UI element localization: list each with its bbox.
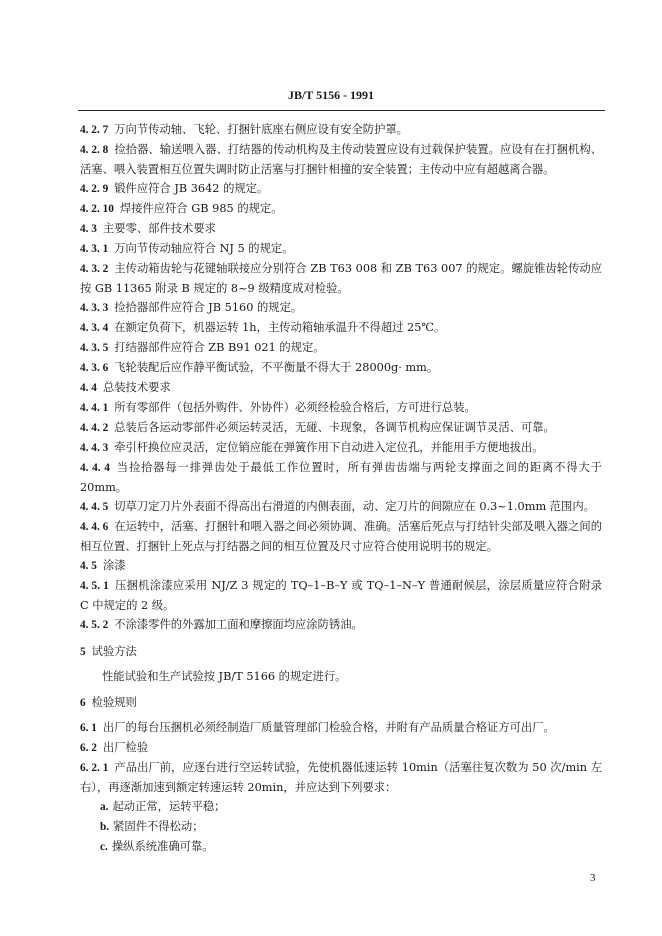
clause-text: 当捡拾器每一排弹齿处于最低工作位置时，所有弹齿齿端与两轮支撑面之间的距离不得大于 20mm。: [80, 461, 602, 494]
clause-number: 4. 2. 7: [80, 124, 109, 136]
clause-number: 4. 4: [80, 382, 97, 394]
clause-text: 出厂检验: [102, 741, 149, 754]
clause-text: 焊接件应符合 GB 985 的规定。: [119, 202, 283, 215]
clause-text: 捡拾器、输送喂入器、打结器的传动机构及主传动装置应设有过载保护装置。应设有在打捆机构、活塞、喂入装置相互位置失调时防止活塞与打捆针相撞的安全装置；主传动中应有超越离合器。: [80, 143, 602, 176]
clause-text: 主要零、部件技术要求: [102, 222, 216, 235]
clause-text: 主传动箱齿轮与花键轴联接应分别符合 ZB T63 008 和 ZB T63 007 的规定。螺旋锥齿轮传动应按 GB 11365 附录 B 规定的 8~9 级精度成对检验。: [80, 262, 602, 295]
list-item-label: a.: [100, 801, 109, 813]
clause: [80, 497, 602, 517]
clause-text: 打结器部件应符合 ZB B91 021 的规定。: [114, 341, 325, 354]
header-rule: [78, 110, 605, 111]
clause-number: 4. 4. 1: [80, 402, 109, 414]
clause-number: 6. 2: [80, 742, 97, 754]
section-title: 试验方法: [91, 645, 137, 658]
clause-number: 6. 2. 1: [80, 762, 109, 774]
clause-number: 4. 5. 1: [80, 580, 109, 592]
clause: [80, 517, 602, 556]
clause: [80, 458, 602, 497]
list-item-text: 起动正常，运转平稳；: [112, 800, 226, 813]
clause-text: 出厂的每台压捆机必须经制造厂质量管理部门检验合格，并附有产品质量合格证方可出厂。: [102, 721, 555, 734]
clause-number: 4. 4. 6: [80, 521, 109, 533]
clause-text: 总装技术要求: [102, 381, 171, 394]
list-item-text: 紧固件不得松动；: [113, 820, 204, 833]
list-item: [80, 817, 602, 837]
section-heading: [80, 693, 602, 713]
clause: [80, 259, 602, 298]
document-body: [80, 120, 602, 857]
clause: [80, 718, 602, 738]
clause-text: 捡拾器部件应符合 JB 5160 的规定。: [114, 301, 303, 314]
clause-text: 在额定负荷下，机器运转 1h，主传动箱轴承温升不得超过 25℃。: [114, 321, 446, 334]
clause-number: 4. 3. 5: [80, 342, 109, 354]
section-title: 检验规则: [91, 696, 137, 709]
clause-text: 压捆机涂漆应采用 NJ/Z 3 规定的 TQ–1–B–Y 或 TQ–1–N–Y 普通耐候层，涂层质量应符合附录 C 中规定的 2 级。: [80, 579, 602, 612]
clause-text: 产品出厂前，应逐台进行空运转试验，先使机器低速运转 10min（活塞往复次数为 50 次/min 左右），再逐渐加速到额定转速运转 20min，并应达到下列要求：: [80, 761, 602, 794]
clause: [80, 120, 602, 140]
clause-number: 4. 4. 3: [80, 442, 109, 454]
section-heading: [80, 642, 602, 662]
document-header: JB/T 5156 - 1991: [287, 88, 375, 102]
clause: [80, 338, 602, 358]
subsection-heading: [80, 556, 602, 576]
clause-number: 4. 5. 2: [80, 619, 109, 631]
clause: [80, 576, 602, 615]
clause: [80, 239, 602, 259]
clause-number: 4. 4. 2: [80, 422, 109, 434]
clause-text: 切草刀定刀片外表面不得高出右滑道的内侧表面，动、定刀片的间隙应在 0.3~1.0mm 范围内。: [114, 500, 595, 513]
clause-number: 4. 3. 2: [80, 263, 109, 275]
list-item: [80, 797, 602, 817]
subsection-heading: [80, 378, 602, 398]
clause-number: 4. 3. 6: [80, 362, 109, 374]
list-item-label: b.: [100, 821, 110, 833]
clause-number: 4. 5: [80, 560, 97, 572]
clause-text: 锻件应符合 JB 3642 的规定。: [114, 182, 269, 195]
clause-text: 万向节传动轴应符合 NJ 5 的规定。: [114, 242, 294, 255]
clause: [80, 358, 602, 378]
clause-number: 4. 3. 4: [80, 322, 109, 334]
subsection-heading: [80, 219, 602, 239]
clause: [80, 199, 602, 219]
clause-number: 4. 3: [80, 223, 97, 235]
clause: [80, 418, 602, 438]
subsection-heading: [80, 738, 602, 758]
clause-text: 不涂漆零件的外露加工面和摩擦面均应涂防锈油。: [114, 618, 363, 631]
body-paragraph: [80, 667, 602, 686]
paragraph-text: 性能试验和生产试验按 JB/T 5166 的规定进行。: [102, 670, 347, 683]
clause: [80, 438, 602, 458]
clause-number: 4. 2. 8: [80, 144, 109, 156]
clause-text: 飞轮装配后应作静平衡试验，不平衡量不得大于 28000g· mm。: [114, 361, 439, 374]
clause: [80, 298, 602, 318]
clause-number: 4. 4. 5: [80, 501, 109, 513]
clause-number: 6. 1: [80, 722, 97, 734]
section-number: 5: [80, 646, 86, 658]
clause: [80, 615, 602, 635]
page-number: 3: [590, 872, 596, 884]
clause-text: 所有零部件（包括外购件、外协件）必须经检验合格后，方可进行总装。: [114, 401, 476, 414]
clause: [80, 318, 602, 338]
clause-number: 4. 3. 1: [80, 243, 109, 255]
clause: [80, 140, 602, 179]
clause: [80, 179, 602, 199]
clause-number: 4. 2. 9: [80, 183, 109, 195]
clause-text: 万向节传动轴、飞轮、打捆针底座右侧应设有安全防护罩。: [114, 123, 408, 136]
clause-text: 牵引杆换位应灵活，定位销应能在弹簧作用下自动进入定位孔，并能用手方便地拔出。: [114, 441, 544, 454]
list-item-label: c.: [100, 841, 108, 853]
clause: [80, 758, 602, 797]
clause-number: 4. 3. 3: [80, 302, 109, 314]
clause-text: 在运转中，活塞、打捆针和喂入器之间必须协调、准确。活塞后死点与打结针尖部及喂入器之间的相互位置、打捆针上死点与打结器之间的相互位置及尺寸应符合使用说明书的规定。: [80, 520, 602, 553]
list-item: [80, 837, 602, 857]
clause-number: 4. 4. 4: [80, 462, 110, 474]
list-item-text: 操纵系统准确可靠。: [111, 840, 214, 853]
clause-text: 总装后各运动零部件必须运转灵活，无碰、卡现象，各调节机构应保证调节灵活、可靠。: [114, 421, 555, 434]
section-number: 6: [80, 697, 86, 709]
clause-number: 4. 2. 10: [80, 203, 114, 215]
clause-text: 涂漆: [102, 559, 126, 572]
clause: [80, 398, 602, 418]
